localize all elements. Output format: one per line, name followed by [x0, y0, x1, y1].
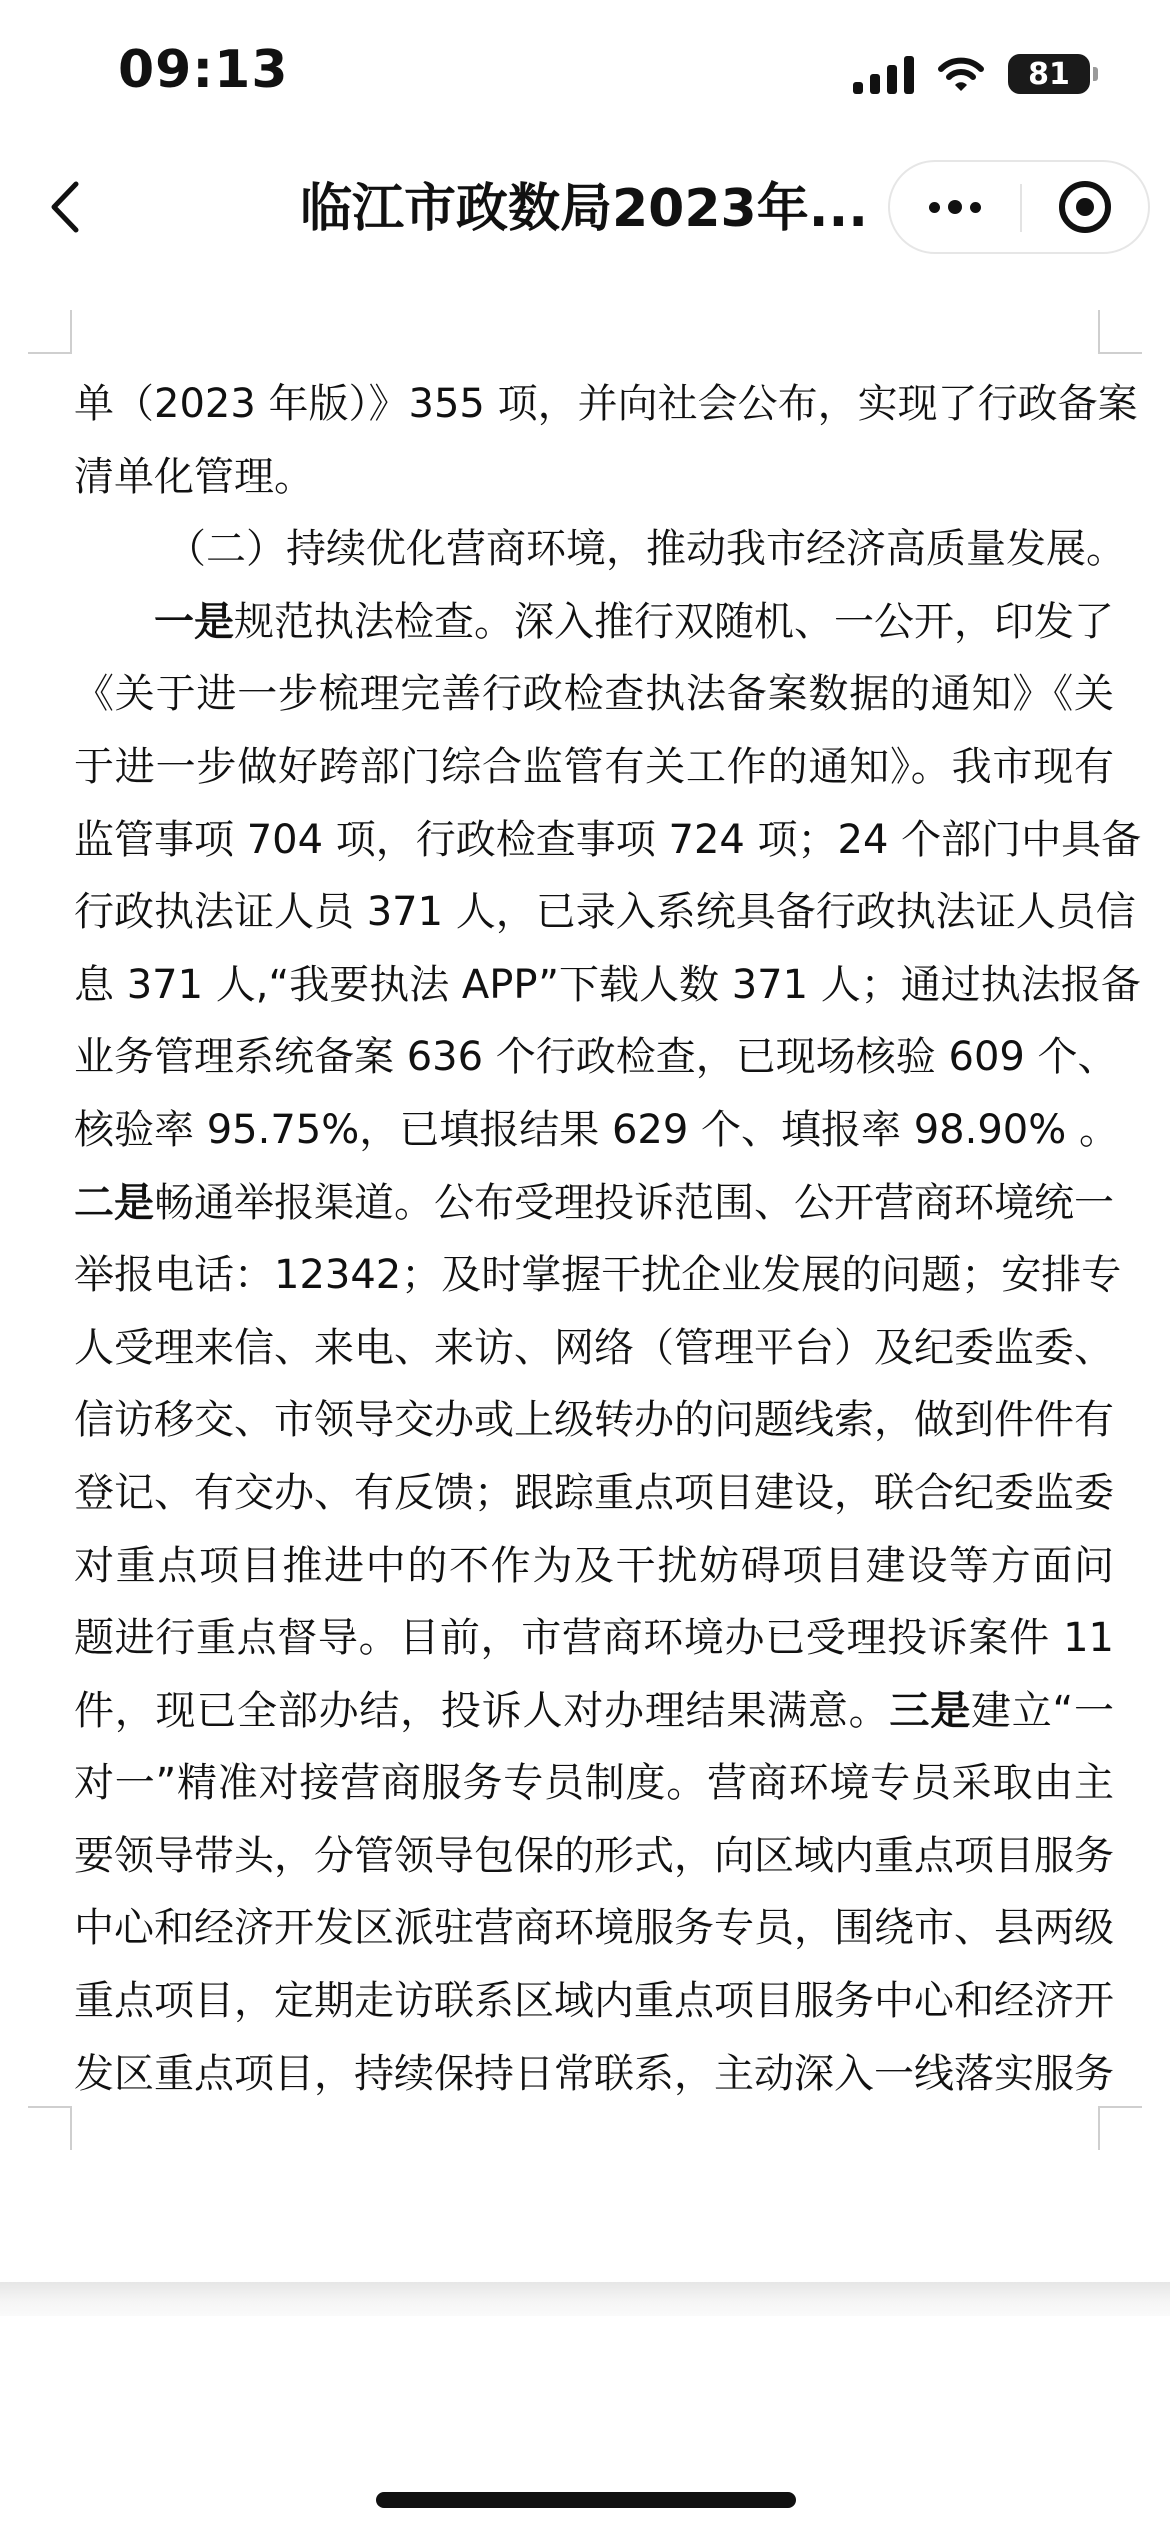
document-page[interactable]: [0, 310, 1170, 2150]
document-line: [74, 1530, 1114, 1603]
status-icons: [853, 54, 1090, 94]
line-text: 核验率 95.75%，已填报结果 629 个、填报率 98.90% 。: [74, 1106, 1119, 1153]
document-line: [74, 1167, 1114, 1240]
line-text: （二）持续优化营商环境，推动我市经济高质量发展。: [166, 526, 1126, 573]
line-text: 对一”精准对接营商服务专员制度。营商环境专员采取由主: [74, 1760, 1114, 1807]
document-line: [74, 731, 1114, 804]
line-text: 对重点项目推进中的不作为及干扰妨碍项目建设等方面问: [74, 1542, 1114, 1589]
line-text: 举报电话：12342；及时掌握干扰企业发展的问题；安排专: [74, 1252, 1122, 1299]
home-indicator[interactable]: [376, 2492, 796, 2508]
document-body: [74, 368, 1142, 2110]
cellular-signal-icon: [853, 54, 914, 94]
status-bar: [0, 0, 1170, 150]
page-bottom-shadow: [0, 2282, 1170, 2316]
more-button[interactable]: [890, 162, 1020, 252]
battery-level: 81: [1028, 56, 1070, 92]
close-mini-program-button[interactable]: [1022, 162, 1148, 252]
line-text: 建立“一: [970, 1687, 1115, 1734]
document-line: [74, 1457, 1114, 1530]
document-line: [74, 876, 1136, 949]
line-text: 件，现已全部办结，投诉人对办理结果满意。: [74, 1687, 890, 1734]
document-line: [74, 2038, 1114, 2111]
line-text: 畅通举报渠道。公布受理投诉范围、公开营商环境统一: [154, 1179, 1114, 1226]
back-button[interactable]: [38, 172, 98, 242]
document-line: [74, 1021, 1118, 1094]
document-line: [74, 513, 1126, 586]
line-text: 要领导带头，分管领导包保的形式，向区域内重点项目服务: [74, 1832, 1114, 1879]
bold-lead-text: 一是: [154, 598, 234, 645]
document-line: [74, 1965, 1114, 2038]
wifi-icon: [938, 56, 984, 92]
page-corner-mark: [28, 310, 72, 354]
chevron-left-icon: [38, 172, 98, 242]
document-line: [74, 1094, 1119, 1167]
document-line: [74, 658, 1114, 731]
document-line: [74, 368, 1138, 441]
line-text: 行政执法证人员 371 人，已录入系统具备行政执法证人员信: [74, 889, 1136, 936]
document-line: [74, 804, 1142, 877]
battery-icon: [1008, 54, 1090, 94]
line-text: 息 371 人,“我要执法 APP”下载人数 371 人；通过执法报备: [74, 961, 1141, 1008]
status-time: 09:13: [118, 40, 289, 100]
line-text: 监管事项 704 项，行政检查事项 724 项；24 个部门中具备: [74, 816, 1142, 863]
line-text: 登记、有交办、有反馈；跟踪重点项目建设，联合纪委监委: [74, 1469, 1114, 1516]
line-text: 信访移交、市领导交办或上级转办的问题线索，做到件件有: [74, 1397, 1114, 1444]
document-line: [74, 441, 1114, 514]
mini-program-capsule: [888, 160, 1150, 254]
document-line: [74, 1239, 1122, 1312]
line-text: 于进一步做好跨部门综合监管有关工作的通知》。我市现有: [74, 743, 1114, 790]
document-line: [74, 1675, 1114, 1748]
document-line: [74, 1602, 1114, 1675]
page-corner-mark: [28, 2106, 72, 2150]
line-text: 规范执法检查。深入推行双随机、一公开，印发了: [234, 598, 1114, 645]
document-line: [74, 949, 1141, 1022]
document-line: [74, 1384, 1114, 1457]
page-corner-mark: [1098, 2106, 1142, 2150]
document-line: [74, 1747, 1114, 1820]
bold-lead-text: 二是: [74, 1179, 154, 1226]
line-text: 发区重点项目，持续保持日常联系，主动深入一线落实服务: [74, 2050, 1114, 2097]
line-text: 题进行重点督导。目前，市营商环境办已受理投诉案件 11: [74, 1615, 1114, 1662]
line-text: 清单化管理。: [74, 453, 314, 500]
page-corner-mark: [1098, 310, 1142, 354]
document-line: [74, 1312, 1114, 1385]
document-line: [74, 1892, 1114, 1965]
nav-bar: [0, 150, 1170, 270]
target-circle-icon: [1059, 181, 1111, 233]
more-dots-icon: [929, 202, 940, 213]
line-text: 重点项目，定期走访联系区域内重点项目服务中心和经济开: [74, 1978, 1114, 2025]
page-title: 临江市政数局2023年...: [300, 179, 868, 239]
line-text: 业务管理系统备案 636 个行政检查，已现场核验 609 个、: [74, 1034, 1118, 1081]
document-line: [74, 586, 1114, 659]
document-line: [74, 1820, 1114, 1893]
line-text: 人受理来信、来电、来访、网络（管理平台）及纪委监委、: [74, 1324, 1114, 1371]
line-text: 《关于进一步梳理完善行政检查执法备案数据的通知》《关: [74, 671, 1114, 718]
line-text: 单（2023 年版）》355 项，并向社会公布，实现了行政备案: [74, 381, 1138, 427]
line-text: 中心和经济开发区派驻营商环境服务专员，围绕市、县两级: [74, 1905, 1114, 1952]
bold-lead-text: 三是: [889, 1687, 971, 1734]
